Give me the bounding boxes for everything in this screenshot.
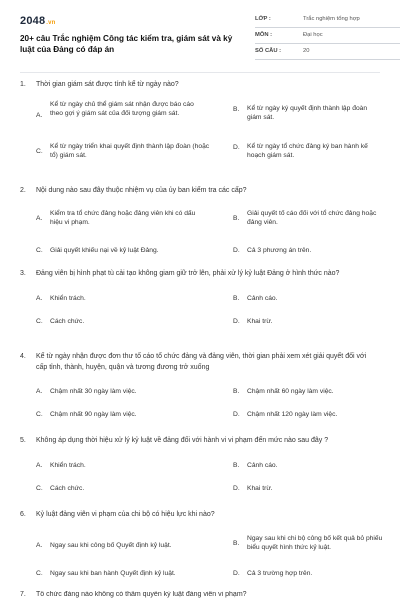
- question-2: [20, 186, 382, 259]
- option-b[interactable]: [233, 209, 383, 233]
- question-3: [20, 269, 382, 332]
- logo-suffix: .vn: [46, 20, 56, 26]
- question-4: [20, 352, 382, 425]
- meta-label: MÔN :: [255, 32, 273, 38]
- option-b[interactable]: [233, 294, 383, 306]
- question-label: Đảng viên bị hình phạt tù cải tạo không giam giữ trở lên, phải xử lý kỷ luật Đảng ở hình thức nào?: [36, 270, 340, 277]
- option-letter: B.: [233, 294, 240, 302]
- option-b[interactable]: [233, 104, 383, 128]
- option-letter: B.: [233, 214, 240, 222]
- option-letter: D.: [233, 484, 240, 492]
- option-text: Chậm nhất 60 ngày làm việc.: [247, 388, 334, 395]
- option-c[interactable]: [36, 410, 206, 422]
- option-c[interactable]: [36, 246, 216, 258]
- option-letter: B.: [233, 105, 240, 113]
- options: [20, 201, 382, 259]
- option-text: Kể từ ngày triển khai quyết định thành lập đoàn (hoặc tổ) giám sát.: [50, 142, 210, 160]
- option-d[interactable]: [233, 484, 383, 496]
- question-text: [20, 352, 378, 373]
- option-text: Ngay sau khi công bố Quyết định kỷ luật.: [50, 541, 172, 549]
- question-number: 5.: [20, 437, 26, 444]
- options: [20, 95, 382, 175]
- question-7: [20, 591, 382, 600]
- option-letter: C.: [36, 484, 43, 492]
- option-a[interactable]: [36, 387, 206, 399]
- option-text: Cảnh cáo.: [247, 461, 278, 469]
- option-c[interactable]: [36, 142, 211, 166]
- option-text: Khai trừ.: [247, 484, 273, 492]
- option-text: Cả 3 phương án trên.: [247, 246, 312, 254]
- logo-main: 2048: [20, 15, 46, 27]
- option-c[interactable]: [36, 317, 206, 329]
- options: [20, 525, 382, 591]
- question-number: 7.: [20, 591, 26, 598]
- option-letter: D.: [233, 569, 240, 577]
- question-6: [20, 510, 382, 591]
- option-text: Chậm nhất 90 ngày làm việc.: [50, 411, 137, 418]
- question-text: [20, 269, 370, 280]
- meta-row-count: [255, 44, 400, 60]
- meta-value: Đại học: [303, 32, 323, 38]
- option-letter: D.: [233, 143, 240, 151]
- option-b[interactable]: [233, 387, 383, 399]
- option-letter: B.: [233, 539, 240, 547]
- option-letter: A.: [36, 214, 43, 222]
- option-letter: D.: [233, 246, 240, 254]
- option-text: Giải quyết khiếu nại về kỷ luật Đảng.: [50, 246, 159, 254]
- question-text: [20, 186, 382, 197]
- options: [20, 284, 382, 332]
- question-number: 6.: [20, 511, 26, 518]
- header: [20, 12, 380, 72]
- meta-value: Trắc nghiệm tổng hợp: [303, 16, 360, 22]
- option-text: Khiển trách.: [50, 294, 86, 302]
- option-text: Cảnh cáo.: [247, 294, 278, 302]
- option-c[interactable]: [36, 569, 231, 581]
- question-label: Kỷ luật đảng viên vi phạm của chi bộ có hiệu lực khi nào?: [36, 511, 215, 518]
- meta-row-subject: [255, 28, 400, 44]
- option-letter: C.: [36, 246, 43, 254]
- option-text: Cách chức.: [50, 484, 85, 492]
- option-d[interactable]: [233, 142, 383, 166]
- option-letter: A.: [36, 294, 43, 302]
- option-text: Kiểm tra tổ chức đảng hoặc đảng viên khi có dấu hiệu vi phạm.: [50, 209, 196, 227]
- option-text: Ngay sau khi ban hành Quyết định kỷ luật.: [50, 569, 176, 577]
- option-text: Cách chức.: [50, 317, 85, 325]
- site-logo[interactable]: [20, 15, 56, 27]
- option-b[interactable]: [233, 461, 383, 473]
- option-letter: C.: [36, 147, 43, 155]
- option-letter: D.: [233, 411, 240, 418]
- question-number: 3.: [20, 270, 26, 277]
- meta-row-class: [255, 12, 400, 28]
- meta-label: SỐ CÂU :: [255, 48, 282, 54]
- question-label: Không áp dụng thời hiệu xử lý kỷ luật về đảng đối với hành vi vi phạm đến mức nào sau đây ?: [36, 437, 329, 444]
- question-label: Thời gian giám sát được tính kể từ ngày nào?: [36, 81, 179, 88]
- option-letter: D.: [233, 317, 240, 325]
- question-text: [20, 436, 382, 447]
- option-text: Kể từ ngày ký quyết định thành lập đoàn giám sát.: [247, 104, 368, 122]
- option-letter: C.: [36, 569, 43, 577]
- question-label: Tổ chức đảng nào không có thẩm quyền kỷ luật đảng viên vi phạm?: [36, 591, 247, 598]
- option-d[interactable]: [233, 569, 383, 581]
- option-letter: C.: [36, 317, 43, 325]
- option-text: Giải quyết tố cáo đối với tổ chức đảng hoặc đảng viên.: [247, 209, 377, 227]
- option-text: Ngay sau khi chi bộ công bố kết quả bỏ phiếu biểu quyết hình thức kỷ luật.: [247, 534, 383, 552]
- option-d[interactable]: [233, 410, 383, 422]
- option-letter: A.: [36, 541, 43, 549]
- option-c[interactable]: [36, 484, 206, 496]
- meta-label: LỚP :: [255, 16, 271, 22]
- option-a[interactable]: [36, 100, 206, 132]
- option-text: Cả 3 trường hợp trên.: [247, 569, 313, 577]
- question-text: [20, 510, 382, 521]
- option-letter: B.: [233, 388, 240, 395]
- option-letter: A.: [36, 388, 43, 395]
- option-letter: A.: [36, 111, 43, 119]
- option-text: Chậm nhất 30 ngày làm việc.: [50, 388, 137, 395]
- question-number: 1.: [20, 81, 26, 88]
- question-label: Kể từ ngày nhận được đơn thư tố cáo tổ chức đảng và đảng viên, thời gian phải xem xét giải quyết đối với cấp tỉnh, thành, huyện, quận và tương đương trở xuống: [36, 353, 367, 371]
- option-letter: B.: [233, 461, 240, 469]
- page-title: 20+ câu Trắc nghiệm Công tác kiểm tra, giám sát và kỷ luật của Đảng có đáp án: [20, 34, 233, 54]
- option-a[interactable]: [36, 209, 211, 233]
- meta-info: [255, 12, 400, 60]
- option-text: Kể từ ngày tổ chức đảng ký ban hành kế hoạch giám sát.: [247, 142, 368, 160]
- option-text: Kể từ ngày chủ thể giám sát nhận được báo cáo theo gợi ý giám sát của đối tượng giám sát.: [50, 100, 194, 118]
- header-divider: [20, 72, 380, 73]
- option-d[interactable]: [233, 317, 383, 329]
- option-text: Khai trừ.: [247, 317, 273, 325]
- question-number: 4.: [20, 353, 26, 360]
- option-b[interactable]: [233, 534, 383, 558]
- option-letter: C.: [36, 411, 43, 418]
- option-letter: A.: [36, 461, 43, 469]
- question-text: [20, 80, 382, 91]
- question-label: Nội dung nào sau đây thuộc nhiệm vụ của ủy ban kiểm tra các cấp?: [36, 187, 247, 194]
- option-a[interactable]: [36, 461, 206, 473]
- options: [20, 377, 382, 425]
- meta-value: 20: [303, 48, 310, 54]
- option-text: Chậm nhất 120 ngày làm việc.: [247, 411, 338, 418]
- option-d[interactable]: [233, 246, 383, 258]
- option-a[interactable]: [36, 294, 206, 306]
- option-text: Khiển trách.: [50, 461, 86, 469]
- question-1: [20, 80, 382, 175]
- options: [20, 451, 382, 499]
- question-5: [20, 436, 382, 499]
- question-number: 2.: [20, 187, 26, 194]
- option-a[interactable]: [36, 541, 226, 553]
